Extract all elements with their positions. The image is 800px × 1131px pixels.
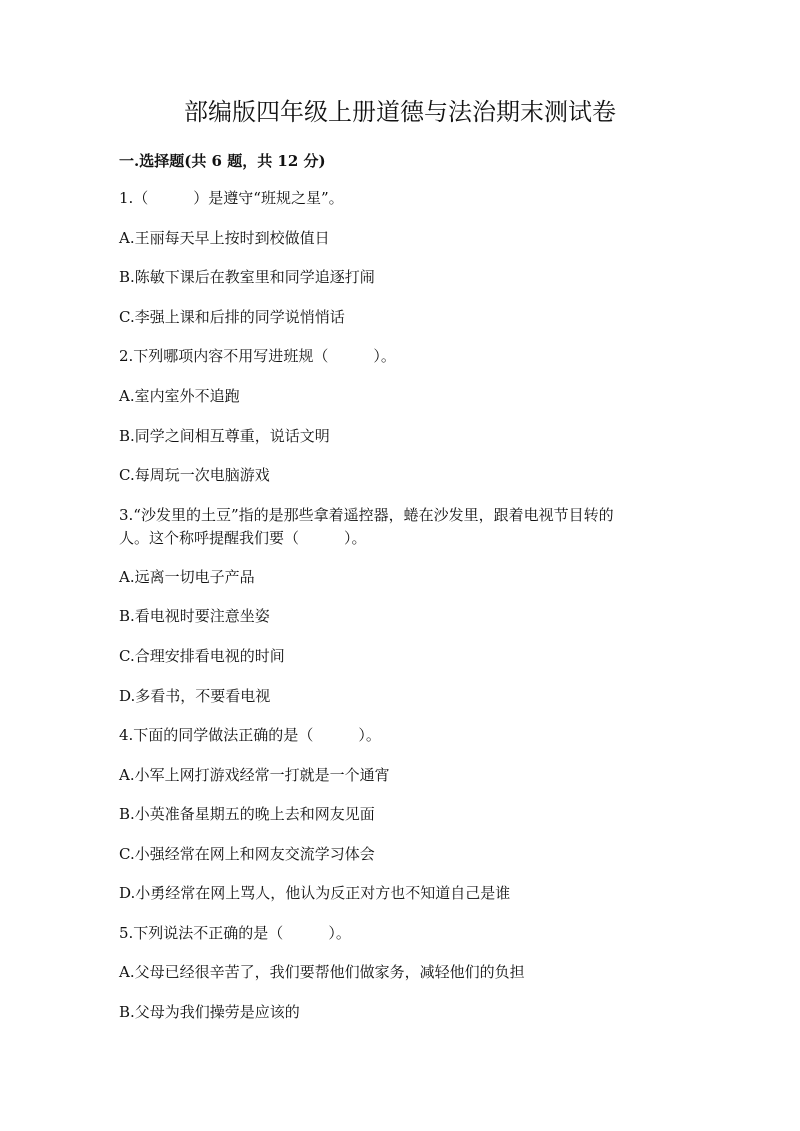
question-2-option-b: B.同学之间相互尊重，说话文明 (119, 427, 330, 445)
question-1-option-c: C.李强上课和后排的同学说悄悄话 (119, 308, 345, 326)
question-1-option-a: A.王丽每天早上按时到校做值日 (119, 229, 330, 247)
question-4-option-a: A.小军上网打游戏经常一打就是一个通宵 (119, 766, 390, 784)
question-4-stem: 4.下面的同学做法正确的是（ ）。 (119, 726, 381, 744)
question-1-stem: 1.（ ）是遵守“班规之星”。 (119, 189, 344, 207)
question-1-option-b: B.陈敏下课后在教室里和同学追逐打闹 (119, 268, 375, 286)
question-3-stem-line-1: 3.“沙发里的土豆”指的是那些拿着遥控器，蜷在沙发里，跟着电视节目转的 (119, 506, 614, 524)
question-4-option-d: D.小勇经常在网上骂人，他认为反正对方也不知道自己是谁 (119, 884, 511, 902)
question-4-option-c: C.小强经常在网上和网友交流学习体会 (119, 845, 375, 863)
exam-title: 部编版四年级上册道德与法治期末测试卷 (184, 98, 616, 126)
question-3-option-c: C.合理安排看电视的时间 (119, 647, 285, 665)
question-3-option-a: A.远离一切电子产品 (119, 568, 255, 586)
question-3-option-b: B.看电视时要注意坐姿 (119, 607, 270, 625)
question-2-stem: 2.下列哪项内容不用写进班规（ ）。 (119, 347, 396, 365)
section-heading-multiple-choice: 一.选择题(共 6 题，共 12 分) (119, 152, 326, 170)
question-2-option-a: A.室内室外不追跑 (119, 387, 240, 405)
question-5-option-a: A.父母已经很辛苦了，我们要帮他们做家务，减轻他们的负担 (119, 963, 525, 981)
question-4-option-b: B.小英准备星期五的晚上去和网友见面 (119, 805, 375, 823)
question-5-stem: 5.下列说法不正确的是（ ）。 (119, 924, 351, 942)
question-5-option-b: B.父母为我们操劳是应该的 (119, 1003, 300, 1021)
question-3-stem-line-2: 人。这个称呼提醒我们要（ ）。 (119, 529, 367, 547)
question-2-option-c: C.每周玩一次电脑游戏 (119, 466, 270, 484)
question-3-option-d: D.多看书，不要看电视 (119, 687, 271, 705)
